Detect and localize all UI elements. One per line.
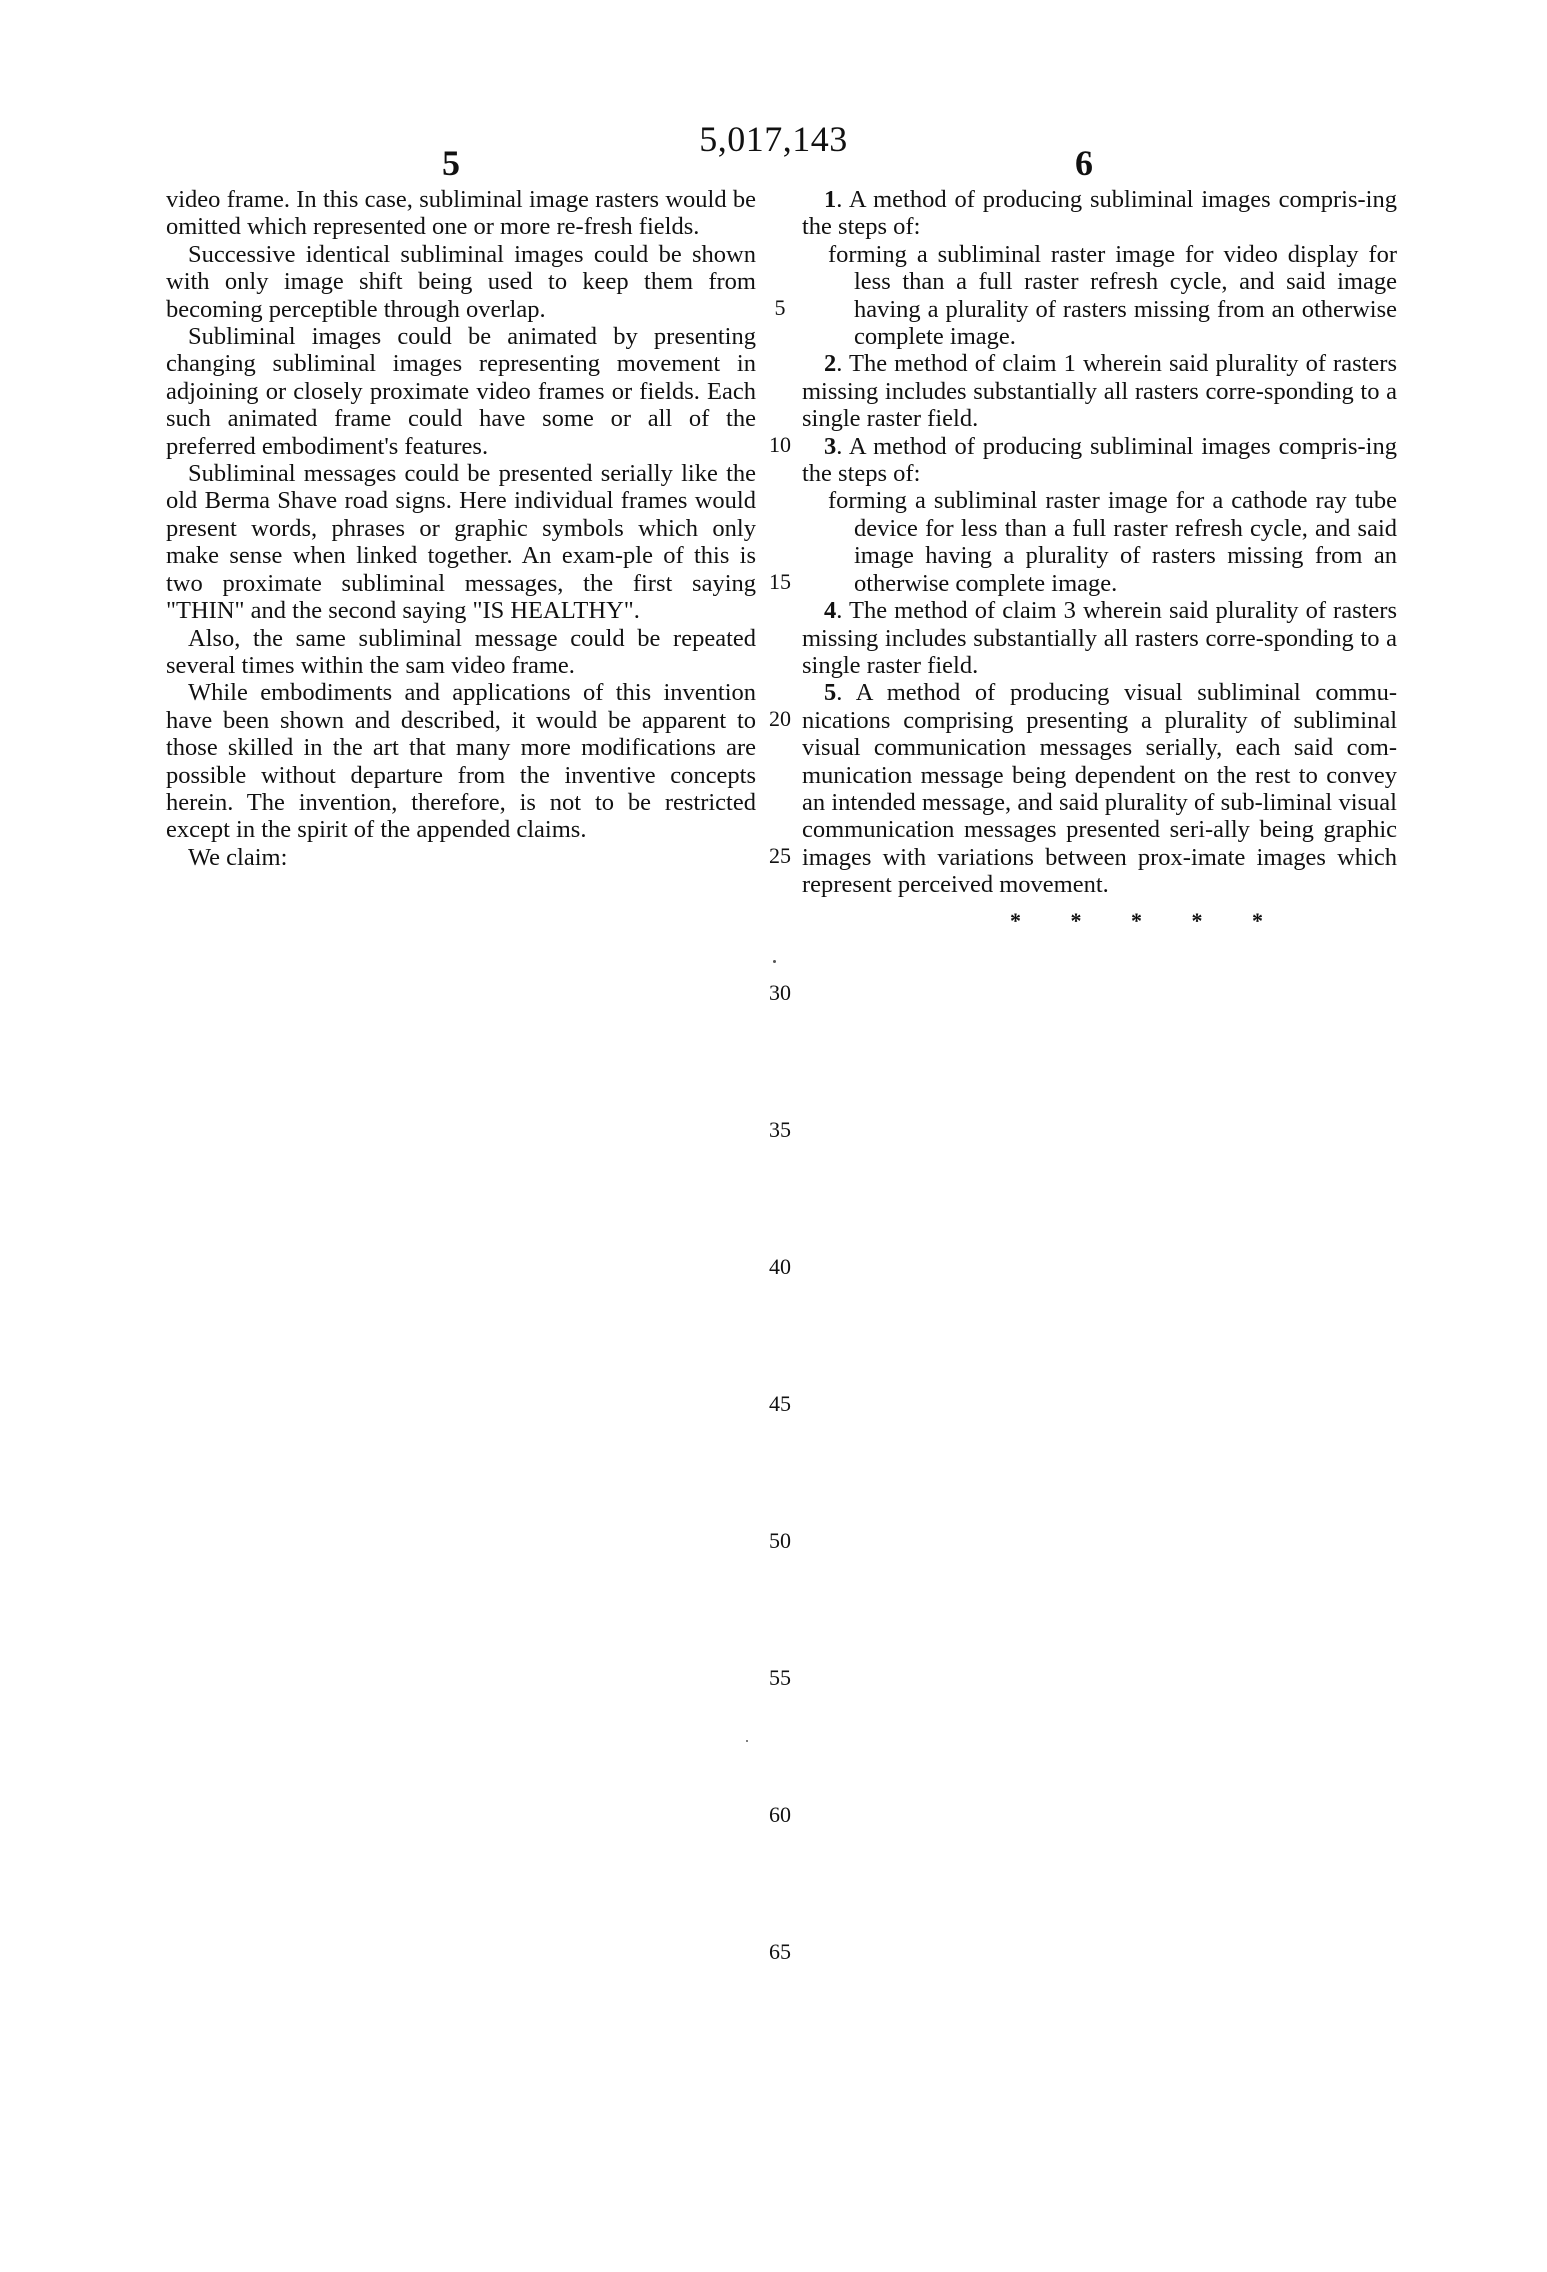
line-number: 30 — [769, 980, 791, 1005]
paragraph: video frame. In this case, subliminal image rasters would be omitted which represented one or more re-fresh fields. — [166, 186, 756, 241]
line-number: 5 — [774, 295, 786, 320]
claim-number: 1 — [824, 186, 837, 213]
claim-number: 2 — [824, 350, 837, 378]
line-number: 10 — [769, 432, 791, 457]
patent-number: 5,017,143 — [699, 119, 848, 159]
right-text-column — [802, 186, 1397, 899]
end-marks: * * * * * — [1010, 908, 1285, 933]
line-number: 40 — [769, 1254, 791, 1279]
claim-5 — [802, 679, 1397, 898]
paragraph: While embodiments and applications of this invention have been shown and described, it would be apparent to those skilled in the art that many more modifications are possible without departure from the inventive concepts herein. The invention, therefore, is not to be restricted except in the spirit of the appended claims. — [166, 679, 756, 844]
claim-1-step: forming a subliminal raster image for video display for less than a full raster refresh cycle, and said image having a plurality of rasters missing from an otherwise complete image. — [828, 240, 1397, 351]
left-column-number: 5 — [442, 143, 460, 183]
line-number: 20 — [769, 706, 791, 731]
claim-text: . The method of claim 1 wherein said plurality of rasters missing includes substantially all rasters corre-sponding to a single raster field. — [802, 350, 1397, 433]
scan-speck — [746, 1740, 748, 1742]
line-number: 65 — [769, 1939, 791, 1964]
claim-text: . A method of producing subliminal images compris-ing the steps of: — [802, 432, 1397, 488]
claim-number: 5 — [824, 679, 837, 707]
claim-number: 3 — [824, 432, 837, 460]
left-text-column — [166, 186, 756, 871]
right-column-number: 6 — [1075, 143, 1093, 183]
claim-text: . A method of producing visual subliminal commu-nications comprising presenting a plurality of subliminal visual communication messages serially, each said com-munication message being dependent on the rest to convey an intended message, and said plurality of sub-liminal visual communication messages presented seri-ally being graphic images with variations between prox-imate images which represent perceived movement. — [802, 679, 1397, 899]
line-number: 45 — [769, 1391, 791, 1416]
claim-3 — [802, 433, 1397, 488]
claim-text: . The method of claim 3 wherein said plurality of rasters missing includes substantially all rasters corre-sponding to a single raster field. — [802, 597, 1397, 679]
claim-4 — [802, 597, 1397, 679]
line-number: 55 — [769, 1665, 791, 1690]
line-number: 50 — [769, 1528, 791, 1553]
claim-text: . A method of producing subliminal images compris-ing the steps of: — [802, 186, 1397, 241]
line-number: 15 — [769, 569, 791, 594]
line-number: 25 — [769, 843, 791, 868]
scan-speck — [773, 960, 776, 963]
line-number: 60 — [769, 1802, 791, 1827]
paragraph: Subliminal messages could be presented serially like the old Berma Shave road signs. Here individual frames would present words, phrases or graphic symbols which only make sense when linked together. An exam-ple of this is two proximate subliminal messages, the first saying "THIN" and the second saying "IS HEALTHY". — [166, 460, 756, 625]
paragraph: Successive identical subliminal images could be shown with only image shift being used to keep them from becoming perceptible through overlap. — [166, 240, 756, 323]
claim-number: 4 — [824, 597, 837, 625]
claim-1 — [802, 186, 1397, 241]
claim-3-step: forming a subliminal raster image for a cathode ray tube device for less than a full raster refresh cycle, and said image having a plurality of rasters missing from an otherwise complete image. — [828, 487, 1397, 597]
line-number: 35 — [769, 1117, 791, 1142]
paragraph: Subliminal images could be animated by presenting changing subliminal images representing movement in adjoining or closely proximate video frames or fields. Each such animated frame could have some or all of the preferred embodiment's features. — [166, 323, 756, 460]
paragraph: Also, the same subliminal message could be repeated several times within the sam video frame. — [166, 624, 756, 679]
paragraph: We claim: — [188, 843, 288, 871]
claim-2 — [802, 350, 1397, 432]
